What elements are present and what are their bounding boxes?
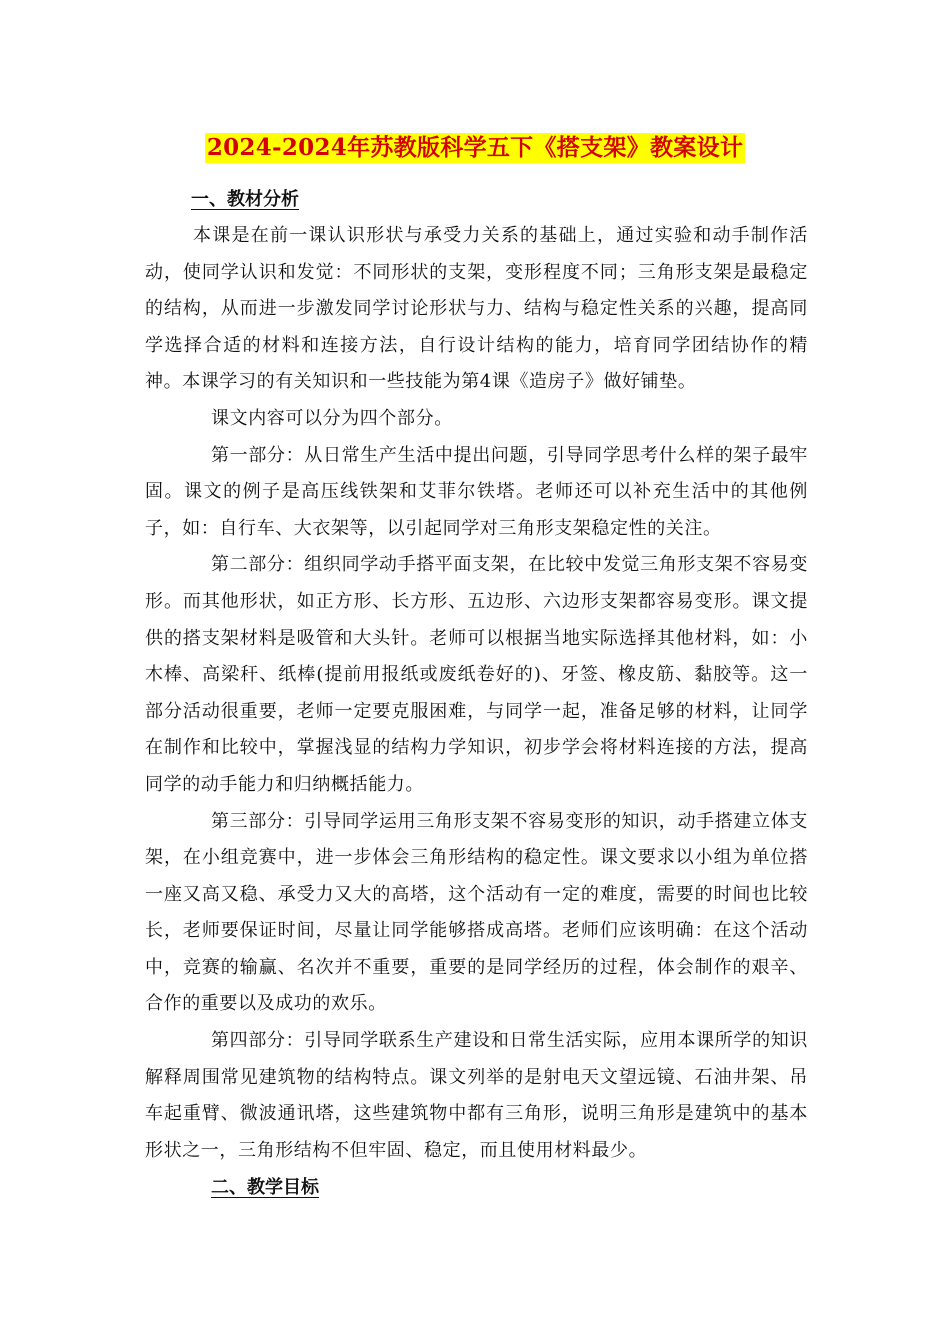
paragraph-part-two: 第二部分：组织同学动手搭平面支架，在比较中发觉三角形支架不容易变形。而其他形状，如正方形、长方形、五边形、六边形支架都容易变形。课文提供的搭支架材料是吸管和大头针。老师可以根据当地实际选择其他材料，如：小木棒、高梁秆、纸棒(提前用报纸或废纸卷好的)、牙签、橡皮筋、黏胶等。这一部分活动很重要，老师一定要克服困难，与同学一起，准备足够的材料，让同学在制作和比较中，掌握浅显的结构力学知识，初步学会将材料连接的方法，提高同学的动手能力和归纳概括能力。: [145, 554, 808, 795]
paragraph-intro: 本课是在前一课认识形状与承受力关系的基础上，通过实验和动手制作活动，使同学认识和发觉：不同形状的支架，变形程度不同；三角形支架是最稳定的结构，从而进一步激发同学讨论形状与力、结构与稳定性关系的兴趣，提高同学选择合适的材料和连接方法，自行设计结构的能力，培育同学团结协作的精神。本课学习的有关知识和一些技能为第4课《造房子》做好铺垫。: [145, 225, 808, 393]
section-heading-textbook-analysis: 一、教材分析: [191, 189, 299, 210]
paragraph-parts-overview: 课文内容可以分为四个部分。: [211, 407, 453, 429]
document-title: 2024-2024年苏教版科学五下《搭支架》教案设计: [206, 134, 744, 161]
paragraph-part-four: 第四部分：引导同学联系生产建设和日常生活实际，应用本课所学的知识解释周围常见建筑物的结构特点。课文列举的是射电天文望远镜、石油井架、吊车起重臂、微波通讯塔，这些建筑物中都有三角形，说明三角形是建筑中的基本形状之一，三角形结构不但牢固、稳定，而且使用材料最少。: [145, 1030, 808, 1161]
section-heading-teaching-goals: 二、教学目标: [211, 1177, 319, 1199]
paragraph-part-three: 第三部分：引导同学运用三角形支架不容易变形的知识，动手搭建立体支架，在小组竞赛中，进一步体会三角形结构的稳定性。课文要求以小组为单位搭一座又高又稳、承受力又大的高塔，这个活动有一定的难度，需要的时间也比较长，老师要保证时间，尽量让同学能够搭成高塔。老师们应该明确：在这个活动中，竞赛的输赢、名次并不重要，重要的是同学经历的过程，体会制作的艰辛、合作的重要以及成功的欢乐。: [145, 810, 808, 1015]
paragraph-part-one: 第一部分：从日常生产生活中提出问题，引导同学思考什么样的架子最牢固。课文的例子是高压线铁架和艾菲尔铁塔。老师还可以补充生活中的其他例子，如：自行车、大衣架等，以引起同学对三角形支架稳定性的关注。: [145, 444, 808, 539]
document-body: [145, 185, 808, 1203]
title-container: [0, 133, 950, 163]
